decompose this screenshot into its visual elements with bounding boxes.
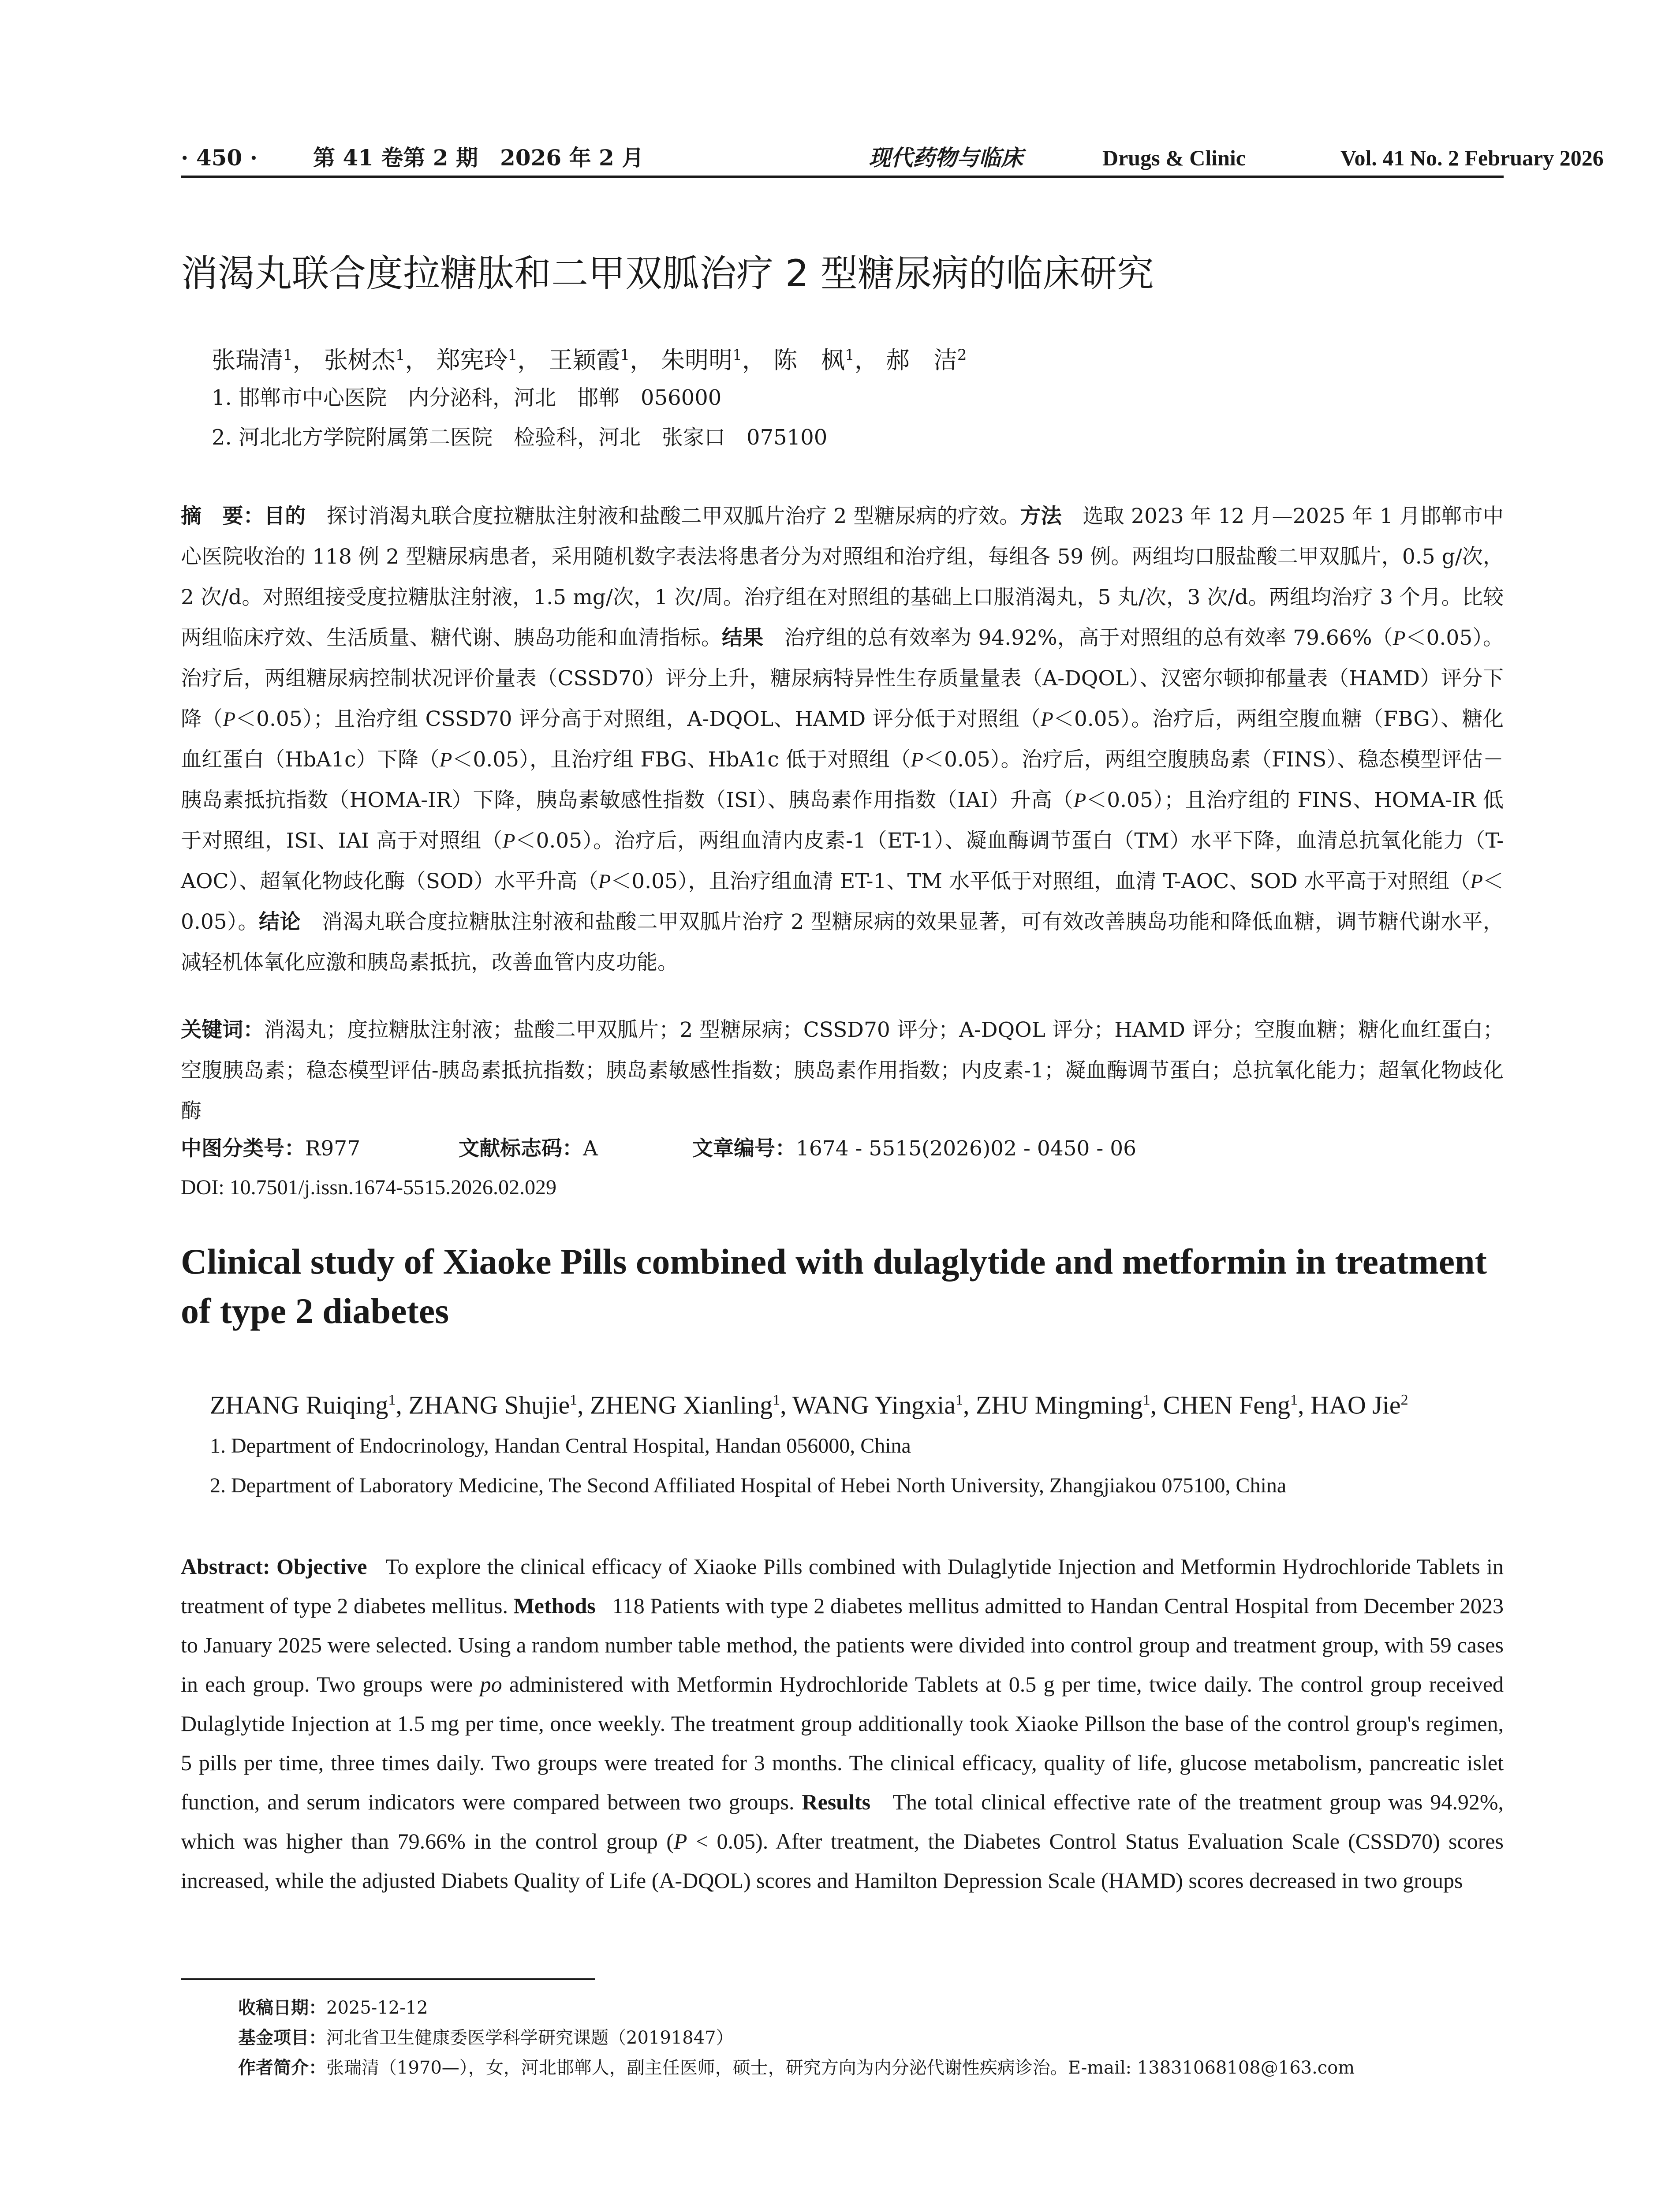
p-symbol: P	[911, 748, 924, 771]
article-value: 1674 - 5515(2026)02 - 0450 - 06	[796, 1136, 1137, 1161]
author-name: 张瑞清	[212, 346, 283, 374]
author-name: HAO Jie	[1310, 1390, 1401, 1420]
p-symbol: P	[502, 830, 515, 852]
results-text: ＜0.05），且治疗组 FBG、HbA1c 低于对照组（	[452, 747, 911, 772]
results-label: 结果	[722, 626, 764, 650]
p-symbol: P	[673, 1829, 687, 1854]
results-text: < 0.05). After treatment, the Diabetes Control Status Evaluation Scale (CSSD70) scores increased, while the adjusted Diabets Quality of Life (A-DQOL) scores and Hamilton Depression Scale (HAMD) scores decreased in two groups	[181, 1829, 1504, 1893]
conclusion-text: 消渴丸联合度拉糖肽注射液和盐酸二甲双胍片治疗 2 型糖尿病的效果显著，可有效改善胰岛功能和降低血糖，调节糖代谢水平，减轻机体氧化应激和胰岛素抵抗，改善血管内皮功能。	[181, 910, 1504, 975]
route-term: po	[480, 1672, 502, 1697]
p-symbol: P	[598, 870, 611, 893]
affiliation-en: 1. Department of Endocrinology, Handan Central Hospital, Handan 056000, China	[210, 1434, 911, 1458]
affiliation-mark: 1	[283, 346, 293, 364]
journal-name-en: Drugs & Clinic	[1102, 146, 1246, 170]
fund-text: 河北省卫生健康委医学科学研究课题（20191847）	[326, 2028, 734, 2048]
affiliation-mark: 1	[388, 1392, 396, 1408]
p-symbol: P	[1041, 708, 1053, 731]
volume-issue-cn: 第 41 卷第 2 期 2026 年 2 月	[313, 145, 644, 171]
affiliation-mark: 1	[1142, 1392, 1150, 1408]
methods-text: 选取 2023 年 12 月—2025 年 1 月邯郸市中心医院收治的 118 例 2 型糖尿病患者，采用随机数字表法将患者分为对照组和治疗组，每组各 59 例。两组均口服盐酸二甲双胍片，0.5 g/次，2 次/d。对照组接受度拉糖肽注射液，1.5 mg/次，1 次/周。治疗组在对照组的基础上口服消渴丸，5 丸/次，3 次/d。两组均治疗 3 个月。比较两组临床疗效、生活质量、糖代谢、胰岛功能和血清指标。	[181, 504, 1504, 650]
author-name: 王颖霞	[549, 346, 620, 374]
affiliation-mark: 2	[1400, 1392, 1408, 1408]
affiliation-mark: 1	[773, 1392, 780, 1408]
results-text: The total clinical effective rate of the treatment group was 94.92%, which was higher than 79.66% in the control group (	[181, 1790, 1504, 1854]
clc-label: 中图分类号：	[181, 1136, 305, 1161]
fund-label: 基金项目：	[238, 2028, 326, 2048]
abstract-label: Abstract:	[181, 1554, 276, 1579]
author-list-cn: 张瑞清$^1$， 张树杰$^1$， 郑宪玲$^1$， 王颖霞$^1$， 朱明明$^1$， 陈 枫$^1$， 郝 洁$^2$	[212, 346, 967, 374]
author-name: 陈 枫	[773, 346, 845, 374]
abstract-en	[181, 1547, 1504, 1900]
received-label: 收稿日期：	[238, 1998, 326, 2018]
conclusion-label: 结论	[259, 910, 301, 934]
footnote-fund	[238, 2023, 1504, 2052]
results-text: ＜0.05）；且治疗组的 FINS、HOMA-IR 低于对照组，ISI、IAI 高于对照组（	[181, 788, 1504, 853]
keywords-label: 关键词：	[181, 1018, 264, 1042]
author-name: ZHANG Ruiqing	[210, 1390, 388, 1420]
affiliation-mark: 1	[570, 1392, 578, 1408]
results-text: ＜0.05）。	[181, 869, 1504, 934]
author-bio-text: 张瑞清（1970—），女，河北邯郸人，副主任医师，硕士，研究方向为内分泌代谢性疾病诊治。E-mail: 13831068108@163.com	[326, 2058, 1355, 2078]
objective-label: Objective	[276, 1554, 367, 1579]
author-name: 郑宪玲	[436, 346, 508, 374]
doc-value: A	[583, 1136, 598, 1161]
objective-text: 探讨消渴丸联合度拉糖肽注射液和盐酸二甲双胍片治疗 2 型糖尿病的疗效。	[326, 504, 1020, 528]
methods-label: 方法	[1020, 504, 1062, 528]
author-name: CHEN Feng	[1163, 1390, 1291, 1420]
doi: DOI: 10.7501/j.issn.1674-5515.2026.02.029	[181, 1176, 556, 1199]
p-symbol: P	[439, 748, 452, 771]
p-symbol: P	[223, 708, 236, 731]
journal-name-cn: 现代药物与临床	[869, 145, 1023, 171]
affiliation-mark: 1	[732, 346, 742, 364]
doc-label: 文献标志码：	[459, 1136, 583, 1161]
abstract-label: 摘 要：	[181, 504, 265, 528]
results-text: 治疗组的总有效率为 94.92%，高于对照组的总有效率 79.66%（	[784, 626, 1393, 650]
author-name: ZHU Mingming	[976, 1390, 1143, 1420]
footnote-received	[238, 1993, 1504, 2022]
affiliation-cn: 2. 河北北方学院附属第二医院 检验科，河北 张家口 075100	[212, 425, 828, 450]
article-title-cn: 消渴丸联合度拉糖肽和二甲双胍治疗 2 型糖尿病的临床研究	[181, 252, 1154, 295]
p-symbol: P	[1393, 627, 1406, 650]
affiliation-mark: 1	[845, 346, 855, 364]
affiliation-cn: 1. 邯郸市中心医院 内分泌科，河北 邯郸 056000	[212, 385, 722, 410]
methods-text: administered with Metformin Hydrochloride Tablets at 0.5 g per time, twice daily. The control group received Dulaglytide Injection at 1.5 mg per time, once weekly. The treatment group additionally took Xiaoke Pillson the base of the control group's regimen, 5 pills per time, three times daily. Two groups were treated for 3 months. The clinical efficacy, quality of life, glucose metabolism, pancreatic islet function, and serum indicators were compared between two groups.	[181, 1672, 1504, 1814]
article-title-en: Clinical study of Xiaoke Pills combined with dulaglytide and metformin in treatment of type 2 diabetes	[181, 1241, 1487, 1331]
results-text: ＜0.05），且治疗组血清 ET-1、TM 水平低于对照组，血清 T-AOC、SOD 水平高于对照组（	[611, 869, 1471, 893]
p-symbol: P	[1470, 870, 1483, 893]
running-header	[181, 140, 1604, 178]
page-number: · 450 ·	[181, 145, 258, 171]
results-text: ＜0.05）。治疗后，两组糖尿病控制状况评价量表（CSSD70）评分上升，糖尿病特异性生存质量量表（A-DQOL）、汉密尔顿抑郁量表（HAMD）评分下降（	[181, 626, 1504, 731]
article-label: 文章编号：	[692, 1136, 796, 1161]
affiliation-mark: 2	[957, 346, 967, 364]
author-name: 朱明明	[661, 346, 733, 374]
author-name: WANG Yingxia	[792, 1390, 956, 1420]
author-bio-label: 作者简介：	[238, 2058, 326, 2078]
affiliation-mark: 1	[395, 346, 405, 364]
footnote-divider	[181, 1978, 595, 1980]
clc-number	[181, 1129, 361, 1169]
document-code	[459, 1129, 598, 1169]
author-name: ZHENG Xianling	[590, 1390, 773, 1420]
author-list-en: ZHANG Ruiqing$^1$, ZHANG Shujie$^1$, ZHENG Xianling$^1$, WANG Yingxia$^1$, ZHU Mingming$^1$, CHEN Feng$^1$, HAO Jie$^2$	[210, 1390, 1408, 1420]
methods-label: Methods	[513, 1593, 596, 1618]
affiliation-mark: 1	[620, 346, 630, 364]
results-text: ＜0.05）。治疗后，两组空腹血糖（FBG）、糖化血红蛋白（HbA1c）下降（	[181, 707, 1504, 772]
abstract-cn	[181, 496, 1504, 983]
methods-text: 118 Patients with type 2 diabetes mellitus admitted to Handan Central Hospital from December 2023 to January 2025 were selected. Using a random number table method, the patients were divided into control group and treatment group, with 59 cases in each group. Two groups were	[181, 1593, 1504, 1697]
results-text: ＜0.05）。治疗后，两组血清内皮素-1（ET-1）、凝血酶调节蛋白（TM）水平下降，血清总抗氧化能力（T-AOC）、超氧化物歧化酶（SOD）水平升高（	[181, 829, 1504, 893]
affiliation-mark: 1	[1290, 1392, 1298, 1408]
keywords-cn	[181, 1010, 1504, 1132]
author-name: 郝 洁	[885, 346, 957, 374]
author-name: ZHANG Shujie	[408, 1390, 570, 1420]
clc-value: R977	[305, 1136, 361, 1161]
p-symbol: P	[1073, 789, 1086, 812]
keywords-text: 消渴丸；度拉糖肽注射液；盐酸二甲双胍片；2 型糖尿病；CSSD70 评分；A-DQOL 评分；HAMD 评分；空腹血糖；糖化血红蛋白；空腹胰岛素；稳态模型评估-胰岛素抵抗指数；胰岛素敏感性指数；胰岛素作用指数；内皮素-1；凝血酶调节蛋白；总抗氧化能力；超氧化物歧化酶	[181, 1018, 1504, 1123]
affiliation-mark: 1	[508, 346, 518, 364]
results-text: ＜0.05）；且治疗组 CSSD70 评分高于对照组，A-DQOL、HAMD 评分低于对照组（	[235, 707, 1041, 731]
author-name: 张树杰	[324, 346, 396, 374]
affiliation-mark: 1	[956, 1392, 963, 1408]
classification-line	[181, 1129, 1504, 1169]
received-date: 2025-12-12	[326, 1998, 428, 2018]
footnote-author	[238, 2053, 1504, 2082]
results-text: ＜0.05）。治疗后，两组空腹胰岛素（FINS）、稳态模型评估－胰岛素抵抗指数（HOMA-IR）下降，胰岛素敏感性指数（ISI）、胰岛素作用指数（IAI）升高（	[181, 747, 1504, 812]
objective-label: 目的	[264, 504, 306, 528]
article-number	[692, 1129, 1137, 1169]
volume-issue-en: Vol. 41 No. 2 February 2026	[1340, 146, 1604, 170]
results-label: Results	[802, 1790, 871, 1814]
objective-text: To explore the clinical efficacy of Xiaoke Pills combined with Dulaglytide Injection and Metformin Hydrochloride Tablets in treatment of type 2 diabetes mellitus.	[181, 1554, 1504, 1618]
affiliation-en: 2. Department of Laboratory Medicine, The Second Affiliated Hospital of Hebei North University, Zhangjiakou 075100, China	[210, 1474, 1287, 1497]
